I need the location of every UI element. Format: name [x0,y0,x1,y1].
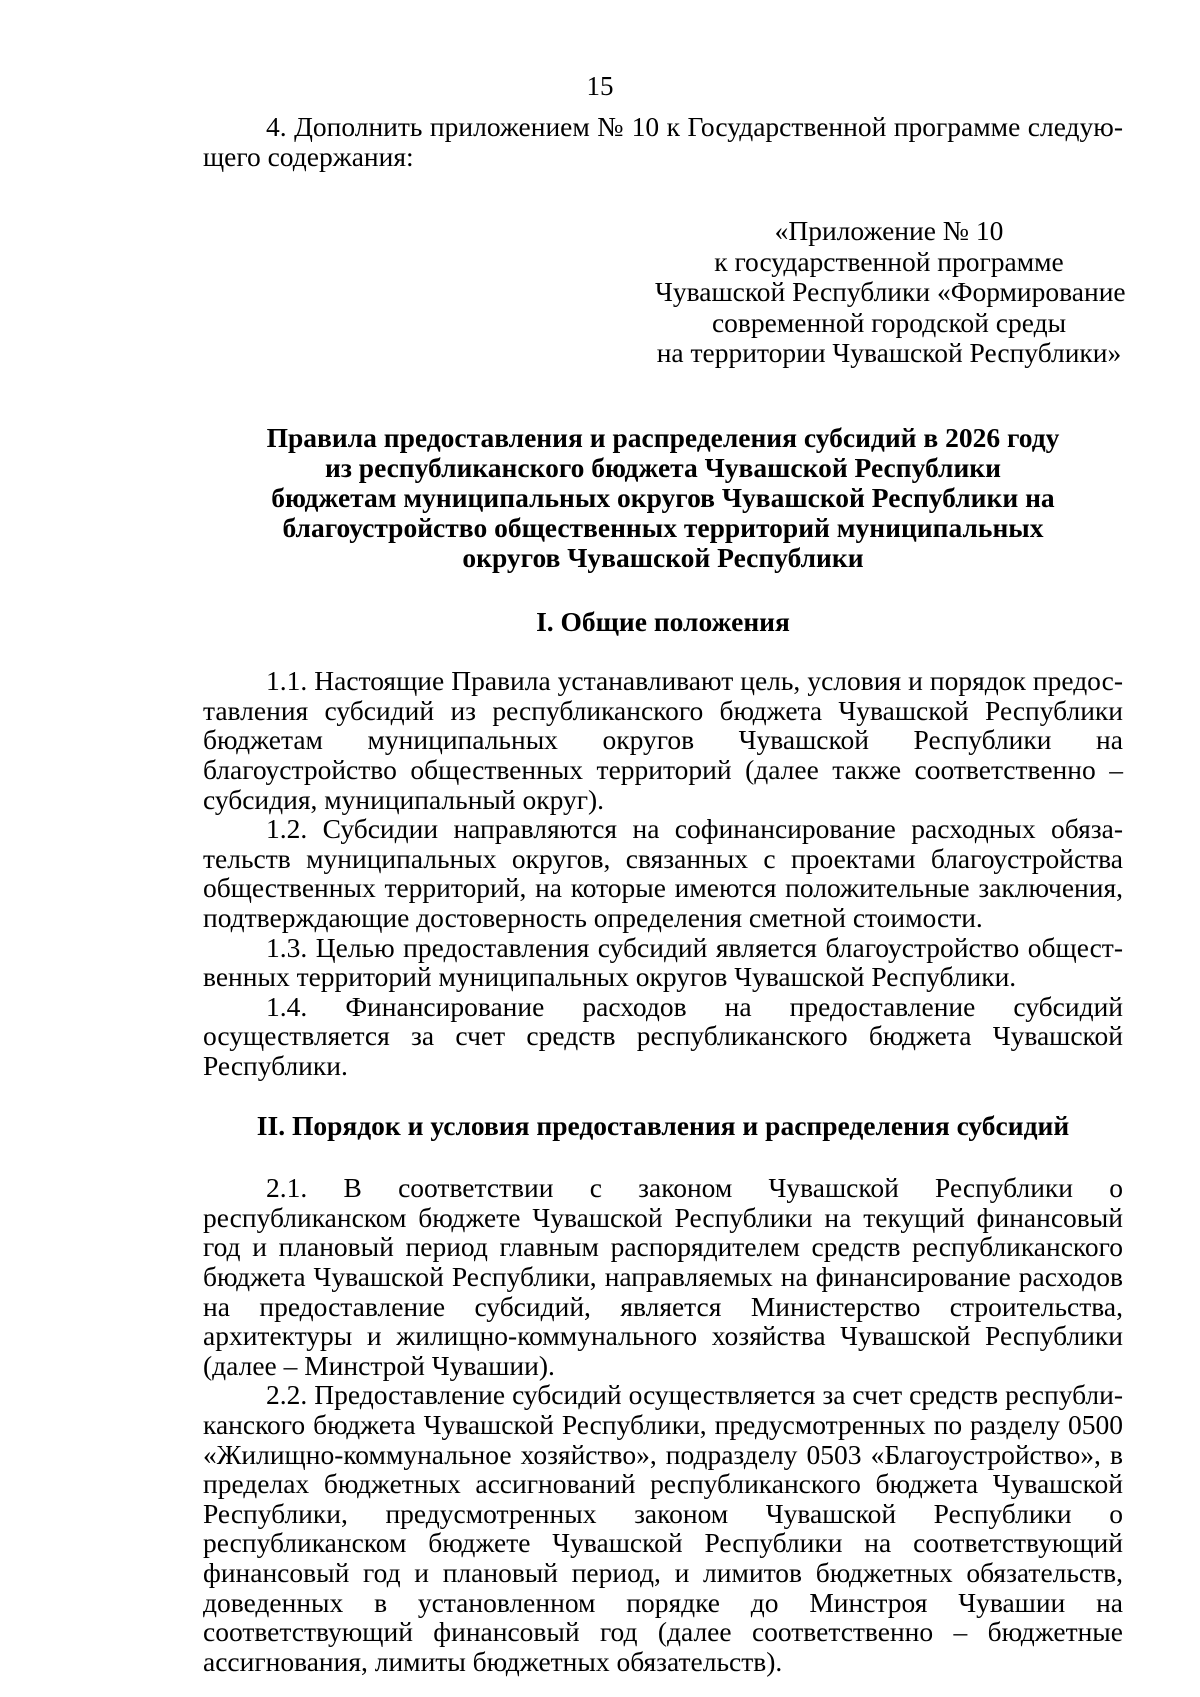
paragraph-2-1: 2.1. В соответствии с законом Чувашской Республики о республиканском бюджете Чувашской Республики на текущий финансовый год и плановый период главным распорядителем средств республиканского бюджета Чувашской Республики, направляемых на финансирование расходов на предоставление субсидий, является Министерство строительства, архитектуры и жилищно-коммунального хозяйства Чувашской Республики (далее – Минстрой Чувашии). [203,1172,1123,1381]
title-line: из республиканского бюджета Чувашской Республики [325,451,1001,483]
title-line: округов Чувашской Республики [462,541,864,573]
paragraph-1-1: 1.1. Настоящие Правила устанавливают цель, условия и порядок предоставления субсидий из республиканского бюджета Чувашской Республики бюджетам муниципальных округов Чувашской Республики на благоустройство общественных территорий (далее также соответственно – субсидия, муниципальный округ). [203,665,1123,815]
appendix-line: на территории Чувашской Республики» [656,337,1122,369]
paragraph-1-3: 1.3. Целью предоставления субсидий является благоустройство общественных территорий муниципальных округов Чувашской Республики. [203,931,1123,993]
appendix-line: к государственной программе [714,245,1064,277]
paragraph-1-4: 1.4. Финансирование расходов на предоставление субсидий осуществляется за счет средств республиканского бюджета Чувашской Республики. [203,990,1123,1081]
title-line: бюджетам муниципальных округов Чувашской Республики на [271,481,1055,513]
paragraph-1-2: 1.2. Субсидии направляются на софинансирование расходных обязательств муниципальных округов, связанных с проектами благоустройства общественных территорий, на которые имеются положительные заключения, подтверждающие достоверность определения сметной стоимости. [203,813,1123,934]
document-body [203,111,1126,1677]
page-number: 15 [586,71,614,101]
title-line: Правила предоставления и распределения субсидий в 2026 году [266,421,1060,453]
document-title [203,423,1123,573]
appendix-line: современной городской среды [711,306,1067,338]
appendix-line: Чувашской Республики «Формирование [655,276,1126,308]
intro-paragraph: 4. Дополнить приложением № 10 к Государственной программе следующего содержания: [203,111,1123,172]
appendix-reference [203,215,1126,369]
paragraph-2-2: 2.2. Предоставление субсидий осуществляется за счет средств республиканского бюджета Чувашской Республики, предусмотренных по разделу 0500 «Жилищно-коммунальное хозяйство», подразделу 0503 «Благоустройство», в пределах бюджетных ассигнований республиканского бюджета Чувашской Республики, предусмотренных законом Чувашской Республики о республиканском бюджете Чувашской Республики на соответствующий финансовый год и плановый период, и лимитов бюджетных обязательств, доведенных в установленном порядке до Минстроя Чувашии на соответствующий финансовый год (далее соответственно – бюджетные ассигнования, лимиты бюджетных обязательств). [203,1379,1123,1677]
appendix-line: «Приложение № 10 [774,215,1004,247]
section-heading-procedure: II. Порядок и условия предоставления и распределения субсидий [256,1109,1070,1141]
section-heading-general: I. Общие положения [536,605,790,637]
title-line: благоустройство общественных территорий муниципальных [282,511,1044,543]
